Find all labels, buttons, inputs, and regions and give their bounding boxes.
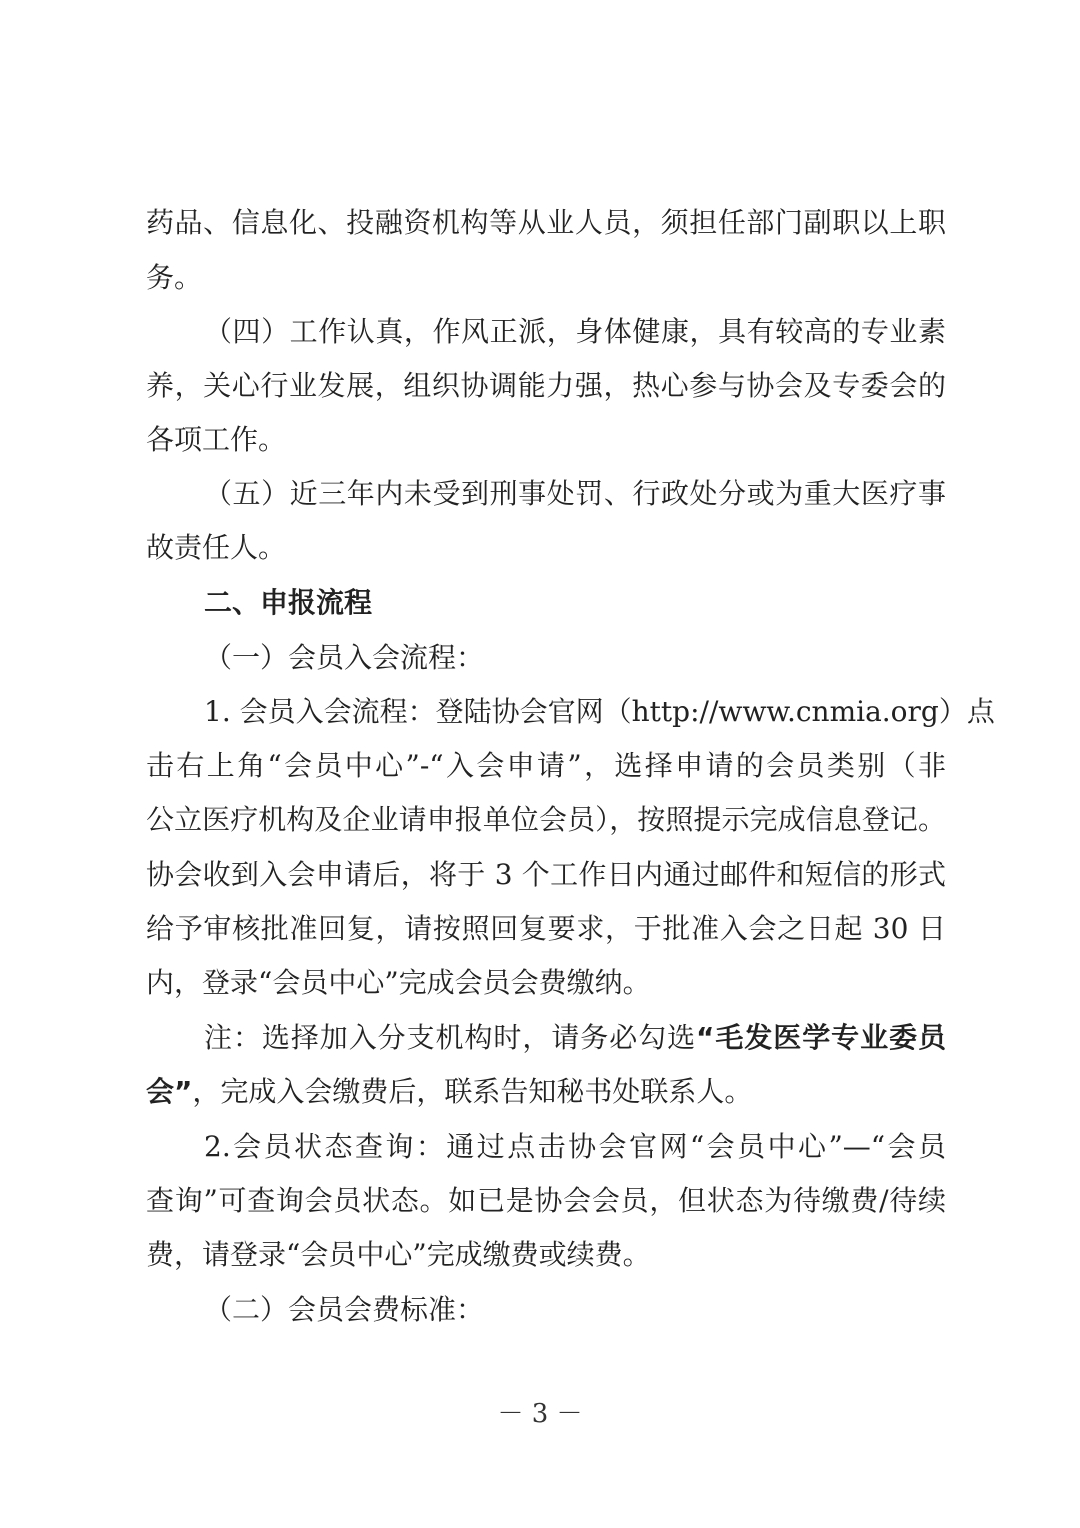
note-suffix: ，完成入会缴费后，联系告知秘书处联系人。	[192, 1075, 753, 1108]
criteria-item-5: （五）近三年内未受到刑事处罚、行政处分或为重大医疗事	[204, 477, 946, 510]
step-2-text: 2.会员状态查询：通过点击协会官网“会员中心”—“会员	[204, 1130, 946, 1163]
body-text-line: 养，关心行业发展，组织协调能力强，热心参与协会及专委会的	[146, 369, 946, 402]
body-text-line: 给予审核批准回复，请按照回复要求，于批准入会之日起 30 日	[146, 912, 946, 945]
body-text-line: 务。	[146, 261, 203, 294]
body-text-line: 协会收到入会申请后，将于 3 个工作日内通过邮件和短信的形式	[146, 858, 946, 891]
note-emphasis-end: 会”	[146, 1075, 193, 1108]
subsection-heading: （一）会员入会流程：	[204, 641, 485, 674]
section-heading: 二、申报流程	[204, 586, 373, 619]
body-text-line: 内，登录“会员中心”完成会员会费缴纳。	[146, 966, 651, 999]
body-text-line: 故责任人。	[146, 531, 287, 564]
body-text-line: 药品、信息化、投融资机构等从业人员，须担任部门副职以上职	[146, 206, 946, 239]
body-text-line	[146, 1072, 946, 1112]
subsection-heading: （二）会员会费标准：	[204, 1293, 485, 1326]
criteria-item-4: （四）工作认真，作风正派，身体健康，具有较高的专业素	[204, 315, 946, 348]
body-text-line: 查询”可查询会员状态。如已是协会会员，但状态为待缴费/待续	[146, 1184, 946, 1217]
page-number: － 3 －	[497, 1399, 583, 1429]
note-prefix: 注：选择加入分支机构时，请务必勾选	[204, 1021, 697, 1054]
step-1-text: 1. 会员入会流程：登陆协会官网（http://www.cnmia.org）点	[204, 695, 995, 728]
body-text-line: 击右上角“会员中心”-“入会申请”，选择申请的会员类别（非	[146, 749, 946, 782]
body-text-line: 公立医疗机构及企业请申报单位会员），按照提示完成信息登记。	[146, 803, 946, 836]
note-emphasis: “毛发医学专业委员	[696, 1021, 946, 1054]
note-text	[204, 1018, 946, 1058]
body-text-line: 费，请登录“会员中心”完成缴费或续费。	[146, 1238, 651, 1271]
body-text-line: 各项工作。	[146, 423, 287, 456]
